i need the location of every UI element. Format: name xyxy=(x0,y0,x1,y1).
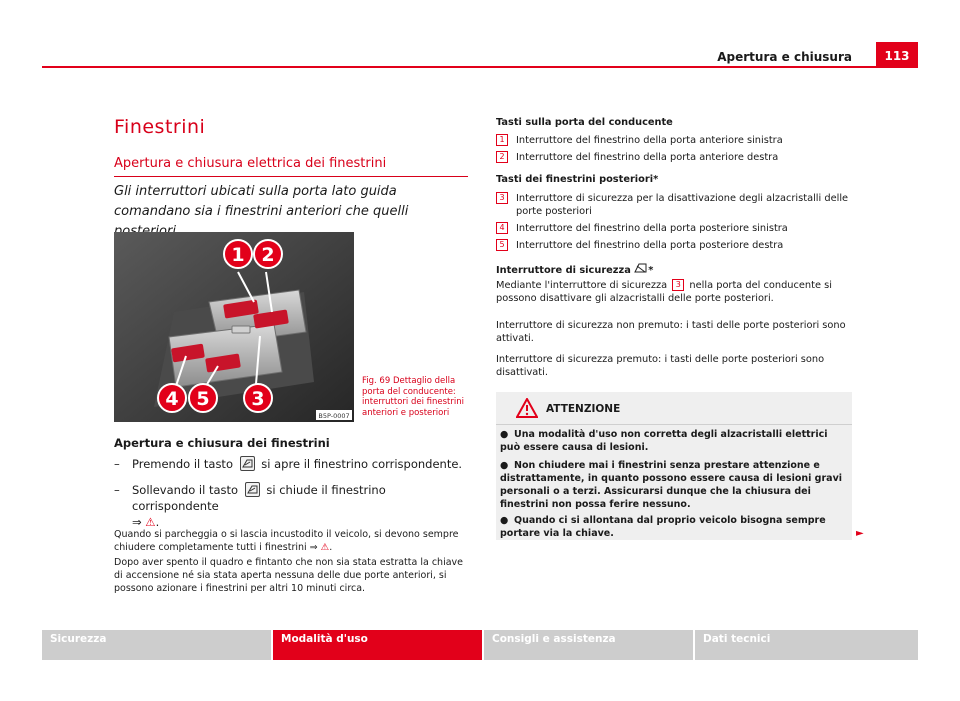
step-dash: – xyxy=(114,483,120,497)
parking-note-text: Quando si parcheggia o si lascia incustodito il veicolo, si devono sempre chiudere completamente tutti i finestrini ⇒ xyxy=(114,529,459,553)
legend-text: Interruttore del finestrino della porta anteriore destra xyxy=(516,152,779,163)
bullet: ● xyxy=(500,429,509,440)
running-header-title: Apertura e chiusura xyxy=(717,50,852,64)
parking-note-end: . xyxy=(329,542,333,553)
door-switch-illustration xyxy=(114,232,354,422)
continue-arrow-icon: ► xyxy=(856,528,864,539)
callout-5: 5 xyxy=(196,388,210,410)
window-switch-icon xyxy=(240,456,255,471)
safety-switch-icon xyxy=(634,262,648,278)
header-rule xyxy=(42,66,918,68)
ignition-note: Dopo aver spento il quadro e fintanto che non sia stata estratta la chiave di accensione né sia stata aperta nessuna delle due porte anteriori, si possono azionare i finestrini per altri 10 minuti circa. xyxy=(114,557,463,594)
step-1-text-before: Premendo il tasto xyxy=(132,457,233,471)
step-2-text-before: Sollevando il tasto xyxy=(132,483,239,497)
safety-switch-pressed: Interruttore di sicurezza premuto: i tasti delle porte posteriori sono disattivati. xyxy=(496,354,825,378)
warning-item-2 xyxy=(500,459,850,511)
warning-item-text: Non chiudere mai i finestrini senza prestare attenzione e distrattamente, in quanto possono essere causa di lesioni gravi personali o a terzi. Assicurarsi dunque che la chiusura dei finestrini non possa ferire nessuno. xyxy=(500,460,843,510)
legend-number: 5 xyxy=(496,239,508,251)
door-switch-photo xyxy=(114,232,354,422)
warning-item-text: Una modalità d'uso non corretta degli alzacristalli elettrici può essere causa di lesioni. xyxy=(500,429,828,453)
page-title: Finestrini xyxy=(114,116,206,138)
tab-consigli-assistenza[interactable]: Consigli e assistenza xyxy=(484,630,693,660)
warning-ref-arrow: ⇒ xyxy=(132,515,142,529)
legend-item-3 xyxy=(496,192,856,218)
legend-text: Interruttore del finestrino della porta anteriore sinistra xyxy=(516,135,783,146)
warning-item-1 xyxy=(500,428,850,454)
procedure-step-1 xyxy=(114,456,470,474)
procedure-title: Apertura e chiusura dei finestrini xyxy=(114,436,330,450)
callout-1: 1 xyxy=(231,244,245,266)
legend-item-2 xyxy=(496,151,856,164)
tab-sicurezza[interactable]: Sicurezza xyxy=(42,630,271,660)
warning-title: ATTENZIONE xyxy=(546,403,621,415)
safety-switch-desc xyxy=(496,279,856,305)
safety-switch-title-text: Interruttore di sicurezza xyxy=(496,265,631,276)
page-number: 113 xyxy=(876,42,918,66)
legend-number: 3 xyxy=(496,192,508,204)
legend-item-5 xyxy=(496,239,856,252)
warning-item-3 xyxy=(500,514,850,540)
inline-ref-3: 3 xyxy=(672,279,684,291)
warning-rule xyxy=(496,424,852,425)
legend-item-1 xyxy=(496,134,856,147)
warning-triangle-icon[interactable]: ⚠ xyxy=(320,542,330,553)
callout-3: 3 xyxy=(251,388,265,410)
procedure-step-2 xyxy=(114,482,470,529)
callout-2: 2 xyxy=(261,244,275,266)
legend-number: 2 xyxy=(496,151,508,163)
step-2-end: . xyxy=(155,515,160,529)
subtitle-rule xyxy=(114,176,468,177)
step-2-text-after: si chiude il finestrino corrispondente xyxy=(132,483,386,513)
figure-code: B5P-0007 xyxy=(318,412,350,420)
safety-switch-not-pressed: Interruttore di sicurezza non premuto: i tasti delle porte posteriori sono attivati. xyxy=(496,320,846,344)
safety-switch-title xyxy=(496,262,856,278)
warning-triangle-icon[interactable]: ⚠ xyxy=(145,515,156,529)
legend-number: 4 xyxy=(496,222,508,234)
window-switch-icon xyxy=(245,482,260,497)
section-subtitle: Apertura e chiusura elettrica dei finestrini xyxy=(114,156,387,171)
legend-number: 1 xyxy=(496,134,508,146)
safety-switch-desc-after: nella porta del conducente si possono disattivare gli alzacristalli delle porte posteriori. xyxy=(496,280,832,304)
tab-modalita-uso[interactable]: Modalità d'uso xyxy=(273,630,482,660)
parking-note xyxy=(114,528,474,554)
legend-text: Interruttore del finestrino della porta posteriore sinistra xyxy=(516,223,788,234)
step-dash: – xyxy=(114,457,120,471)
callout-4: 4 xyxy=(165,388,179,410)
step-1-text-after: si apre il finestrino corrispondente. xyxy=(261,457,463,471)
warning-item-text: Quando ci si allontana dal proprio veicolo bisogna sempre portare via la chiave. xyxy=(500,515,826,539)
figure-caption: Fig. 69 Dettaglio della porta del conducente: interruttori dei finestrini anteriori e posteriori xyxy=(362,376,464,418)
intro-text: Gli interruttori ubicati sulla porta lato guida comandano sia i finestrini anteriori che quelli xyxy=(114,184,409,219)
safety-switch-desc-before: Mediante l'interruttore di sicurezza xyxy=(496,280,668,291)
rear-keys-title: Tasti dei finestrini posteriori* xyxy=(496,174,659,185)
driver-keys-title: Tasti sulla porta del conducente xyxy=(496,117,673,128)
legend-item-4 xyxy=(496,222,856,235)
safety-switch-title-suffix: * xyxy=(648,265,654,276)
legend-text: Interruttore di sicurezza per la disattivazione degli alzacristalli delle porte posteriori xyxy=(516,193,849,217)
bullet: ● xyxy=(500,460,509,471)
tab-dati-tecnici[interactable]: Dati tecnici xyxy=(695,630,918,660)
warning-triangle-icon xyxy=(516,398,538,422)
bullet: ● xyxy=(500,515,509,526)
legend-text: Interruttore del finestrino della porta posteriore destra xyxy=(516,240,784,251)
